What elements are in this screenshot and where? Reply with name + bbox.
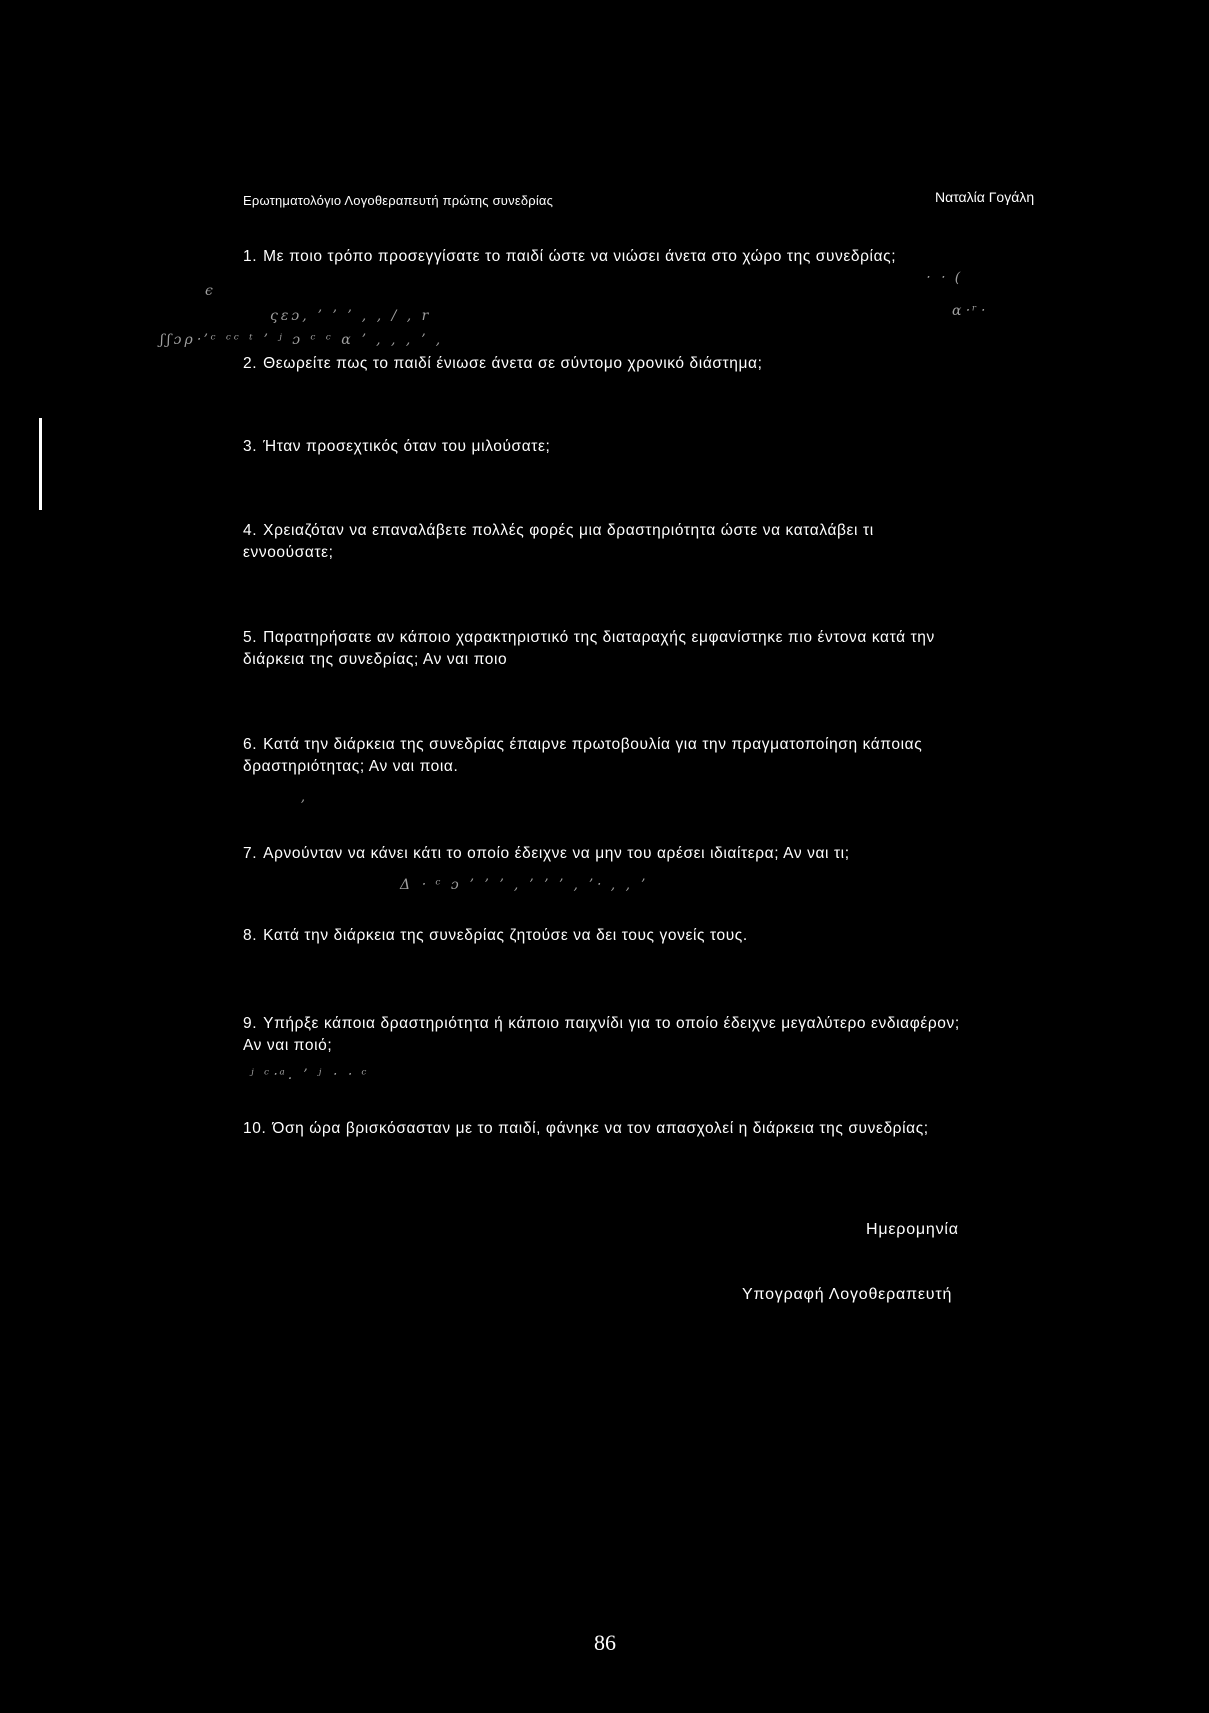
margin-mark xyxy=(39,418,42,510)
question-number: 2. xyxy=(243,355,258,372)
question-text: Παρατηρήσατε αν κάποιο χαρακτηριστικό της διαταραχής εμφανίστηκε πιο έντονα κατά την διάρκεια της συνεδρίας; Αν ναι ποιο xyxy=(243,629,935,668)
question-text: Κατά την διάρκεια της συνεδρίας έπαιρνε πρωτοβουλία για την πραγματοποίηση κάποιας δραστηριότητας; Αν ναι ποια. xyxy=(243,736,923,775)
question-4 xyxy=(243,520,963,564)
handwritten-answer-1: ϵ xyxy=(205,283,216,299)
handwritten-answer-6: ʼ xyxy=(300,798,308,814)
question-3 xyxy=(243,436,963,458)
question-text: Όση ώρα βρισκόσασταν με το παιδί, φάνηκε να τον απασχολεί η διάρκεια της συνεδρίας; xyxy=(272,1120,929,1137)
question-text: Κατά την διάρκεια της συνεδρίας ζητούσε να δει τους γονείς τους. xyxy=(263,927,748,944)
handwritten-margin-note: ‧ ‧ ( xyxy=(925,270,964,286)
question-8 xyxy=(243,925,963,947)
question-text: Ήταν προσεχτικός όταν του μιλούσατε; xyxy=(263,438,551,455)
question-9 xyxy=(243,1013,963,1057)
question-1 xyxy=(243,246,963,268)
question-10 xyxy=(243,1118,963,1140)
author-name: Ναταλία Γογάλη xyxy=(935,189,1035,205)
question-5 xyxy=(243,627,963,671)
question-text: Αρνούνταν να κάνει κάτι το οποίο έδειχνε να μην του αρέσει ιδιαίτερα; Αν ναι τι; xyxy=(263,845,850,862)
question-number: 4. xyxy=(243,522,258,539)
question-text: Θεωρείτε πως το παιδί ένιωσε άνετα σε σύντομο χρονικό διάστημα; xyxy=(263,355,763,372)
handwritten-answer-9: ʲ ᶜ‧ᵃ. ʼ ʲ ‧ ‧ ᶜ xyxy=(250,1067,370,1083)
signature-label: Υπογραφή Λογοθεραπευτή xyxy=(742,1286,953,1303)
document-title: Ερωτηματολόγιο Λογοθεραπευτή πρώτης συνεδρίας xyxy=(243,193,554,208)
question-number: 6. xyxy=(243,736,258,753)
page-number: 86 xyxy=(594,1630,616,1655)
question-number: 7. xyxy=(243,845,258,862)
question-number: 10. xyxy=(243,1120,267,1137)
question-2 xyxy=(243,353,963,375)
question-number: 5. xyxy=(243,629,258,646)
question-number: 3. xyxy=(243,438,258,455)
question-number: 8. xyxy=(243,927,258,944)
handwritten-margin-note: ɑ‧ʳ‧ xyxy=(952,303,988,319)
question-text: Υπήρξε κάποια δραστηριότητα ή κάποιο παιχνίδι για το οποίο έδειχνε μεγαλύτερο ενδιαφέρον; Αν ναι ποιό; xyxy=(243,1015,960,1054)
date-label: Ημερομηνία xyxy=(866,1221,959,1238)
handwritten-answer-1: ςɛɔ, ʼ ʼ ʼ , , / , r xyxy=(270,308,432,324)
question-7 xyxy=(243,843,963,865)
question-text: Με ποιο τρόπο προσεγγίσατε το παιδί ώστε να νιώσει άνετα στο χώρο της συνεδρίας; xyxy=(263,248,897,265)
question-6 xyxy=(243,734,963,778)
question-number: 1. xyxy=(243,248,258,265)
question-text: Χρειαζόταν να επαναλάβετε πολλές φορές μια δραστηριότητα ώστε να καταλάβει τι εννοούσατε; xyxy=(243,522,874,561)
handwritten-answer-1: ʃʃɔρ‧ʼᶜ ᶜᶜ ᵗ ʼ ʲ ɔ ᶜ ᶜ ɑ ʼ , , , ʼ , xyxy=(160,332,444,348)
question-number: 9. xyxy=(243,1015,258,1032)
handwritten-answer-7: Δ ‧ ᶜ ɔ ʼ ʼ ʼ , ʼ ʼ ʼ , ʼ‧ , , ʼ xyxy=(400,877,648,893)
